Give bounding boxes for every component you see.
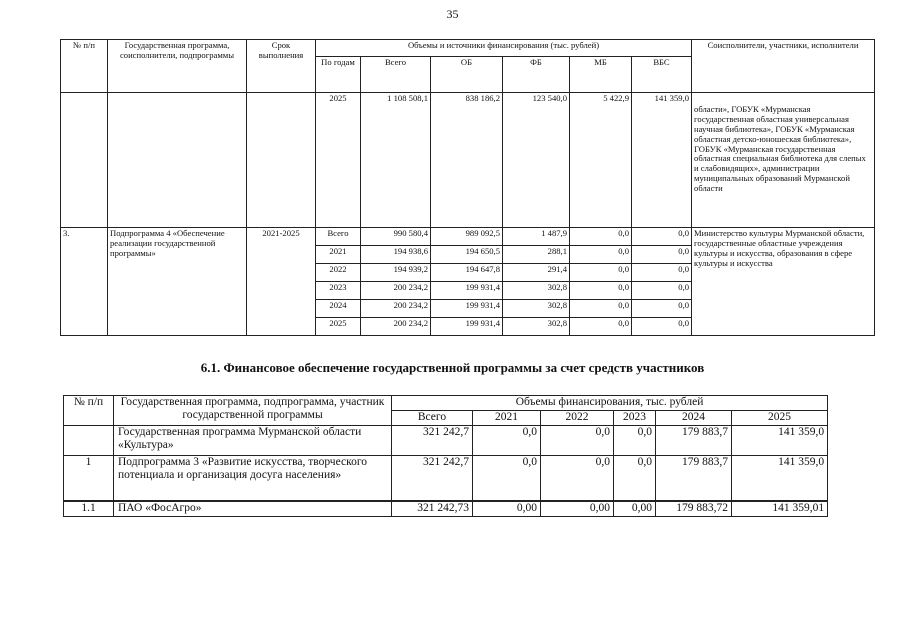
cell-year: 2025: [316, 93, 361, 228]
header-funding: Объемы и источники финансирования (тыс. рублей): [316, 40, 692, 57]
cell-fb: 291,4: [503, 264, 570, 282]
header-executors: Соисполнители, участники, исполнители: [692, 40, 875, 93]
header-total: Всего: [361, 57, 431, 93]
cell-mb: 5 422,9: [570, 93, 632, 228]
table-row: [61, 93, 875, 228]
cell-ob: 199 931,4: [431, 300, 503, 318]
cell-fb: 123 540,0: [503, 93, 570, 228]
cell-program: Подпрограмма 3 «Развитие искусства, творческого потенциала и организация досуга населения»: [114, 456, 392, 501]
header-2023: 2023: [614, 411, 656, 426]
participants-financing-table: [63, 395, 828, 517]
table-row: [64, 426, 828, 456]
cell-executors: Министерство культуры Мурманской области, государственные областные учреждения культуры и искусства, образования в сфере культуры и искусства: [692, 228, 875, 336]
cell-2025: 141 359,01: [732, 501, 828, 517]
header-term: Срок выполнения: [247, 40, 316, 93]
cell-2024: 179 883,7: [656, 456, 732, 501]
cell-2023: 0,0: [614, 426, 656, 456]
cell-ob: 194 650,5: [431, 246, 503, 264]
cell-year: 2025: [316, 318, 361, 336]
cell-ob: 199 931,4: [431, 282, 503, 300]
cell-2022: 0,0: [541, 426, 614, 456]
cell-total: 194 938,6: [361, 246, 431, 264]
header-2025: 2025: [732, 411, 828, 426]
cell-year: 2022: [316, 264, 361, 282]
cell-2022: 0,0: [541, 456, 614, 501]
cell-executors: области», ГОБУК «Мурманская государственная областная универсальная научная библиотека», ГОБУК «Мурманская областная детско-юношеская библиотека», ГОБУК «Мурманская государственная областная специальная библиотека для слепых и слабовидящих», администрации муниципальных образований Мурманской области: [692, 93, 875, 228]
cell-num: 3.: [61, 228, 108, 336]
cell-total: 194 939,2: [361, 264, 431, 282]
cell-year: Всего: [316, 228, 361, 246]
cell-program: Подпрограмма 4 «Обеспечение реализации государственной программы»: [108, 228, 247, 336]
cell-2021: 0,0: [473, 426, 541, 456]
section-title: 6.1. Финансовое обеспечение государственной программы за счет средств участников: [200, 360, 705, 375]
cell-fb: 1 487,9: [503, 228, 570, 246]
cell-ob: 838 186,2: [431, 93, 503, 228]
header-num: № п/п: [61, 40, 108, 93]
cell-2021: 0,0: [473, 456, 541, 501]
cell-vbs: 0,0: [632, 246, 692, 264]
cell-2025: 141 359,0: [732, 456, 828, 501]
cell-total: 321 242,7: [392, 426, 473, 456]
header-fb: ФБ: [503, 57, 570, 93]
cell-ob: 199 931,4: [431, 318, 503, 336]
header-mb: МБ: [570, 57, 632, 93]
cell-num: 1.1: [64, 501, 114, 517]
header-2022: 2022: [541, 411, 614, 426]
cell-total: 1 108 508,1: [361, 93, 431, 228]
cell-term: 2021-2025: [247, 228, 316, 336]
cell-mb: 0,0: [570, 318, 632, 336]
cell-total: 321 242,73: [392, 501, 473, 517]
cell-total: 200 234,2: [361, 282, 431, 300]
table-row: [61, 228, 875, 246]
cell-mb: 0,0: [570, 282, 632, 300]
cell-year: 2023: [316, 282, 361, 300]
cell-fb: 288,1: [503, 246, 570, 264]
cell-2025: 141 359,0: [732, 426, 828, 456]
cell-fb: 302,8: [503, 282, 570, 300]
cell-total: 200 234,2: [361, 300, 431, 318]
cell-ob: 194 647,8: [431, 264, 503, 282]
cell-total: 321 242,7: [392, 456, 473, 501]
header-vbs: ВБС: [632, 57, 692, 93]
cell-program: ПАО «ФосАгро»: [114, 501, 392, 517]
cell-2023: 0,00: [614, 501, 656, 517]
header-2021: 2021: [473, 411, 541, 426]
header-funding: Объемы финансирования, тыс. рублей: [392, 396, 828, 411]
cell-year: 2021: [316, 246, 361, 264]
cell-vbs: 0,0: [632, 318, 692, 336]
cell-mb: 0,0: [570, 264, 632, 282]
cell-vbs: 0,0: [632, 264, 692, 282]
table-row: [64, 456, 828, 501]
cell-mb: 0,0: [570, 246, 632, 264]
cell-2024: 179 883,72: [656, 501, 732, 517]
header-ob: ОБ: [431, 57, 503, 93]
cell-num: 1: [64, 456, 114, 501]
cell-2023: 0,0: [614, 456, 656, 501]
financing-table-continued: [60, 39, 875, 336]
header-num: № п/п: [64, 396, 114, 426]
cell-total: 990 580,4: [361, 228, 431, 246]
cell-total: 200 234,2: [361, 318, 431, 336]
cell-ob: 989 092,5: [431, 228, 503, 246]
header-total: Всего: [392, 411, 473, 426]
cell-vbs: 0,0: [632, 300, 692, 318]
header-2024: 2024: [656, 411, 732, 426]
page-number: 35: [446, 7, 459, 21]
cell-2022: 0,00: [541, 501, 614, 517]
cell-vbs: 0,0: [632, 228, 692, 246]
table-row: [64, 501, 828, 517]
cell-num: [64, 426, 114, 456]
cell-fb: 302,8: [503, 318, 570, 336]
cell-2024: 179 883,7: [656, 426, 732, 456]
header-program: Государственная программа, подпрограмма, участник государственной программы: [114, 396, 392, 426]
header-program: Государственная программа, соисполнители, подпрограммы: [108, 40, 247, 93]
cell-program: Государственная программа Мурманской области «Культура»: [114, 426, 392, 456]
cell-2021: 0,00: [473, 501, 541, 517]
cell-fb: 302,8: [503, 300, 570, 318]
header-by-year: По годам: [316, 57, 361, 93]
cell-mb: 0,0: [570, 228, 632, 246]
cell-year: 2024: [316, 300, 361, 318]
cell-vbs: 141 359,0: [632, 93, 692, 228]
cell-vbs: 0,0: [632, 282, 692, 300]
cell-mb: 0,0: [570, 300, 632, 318]
